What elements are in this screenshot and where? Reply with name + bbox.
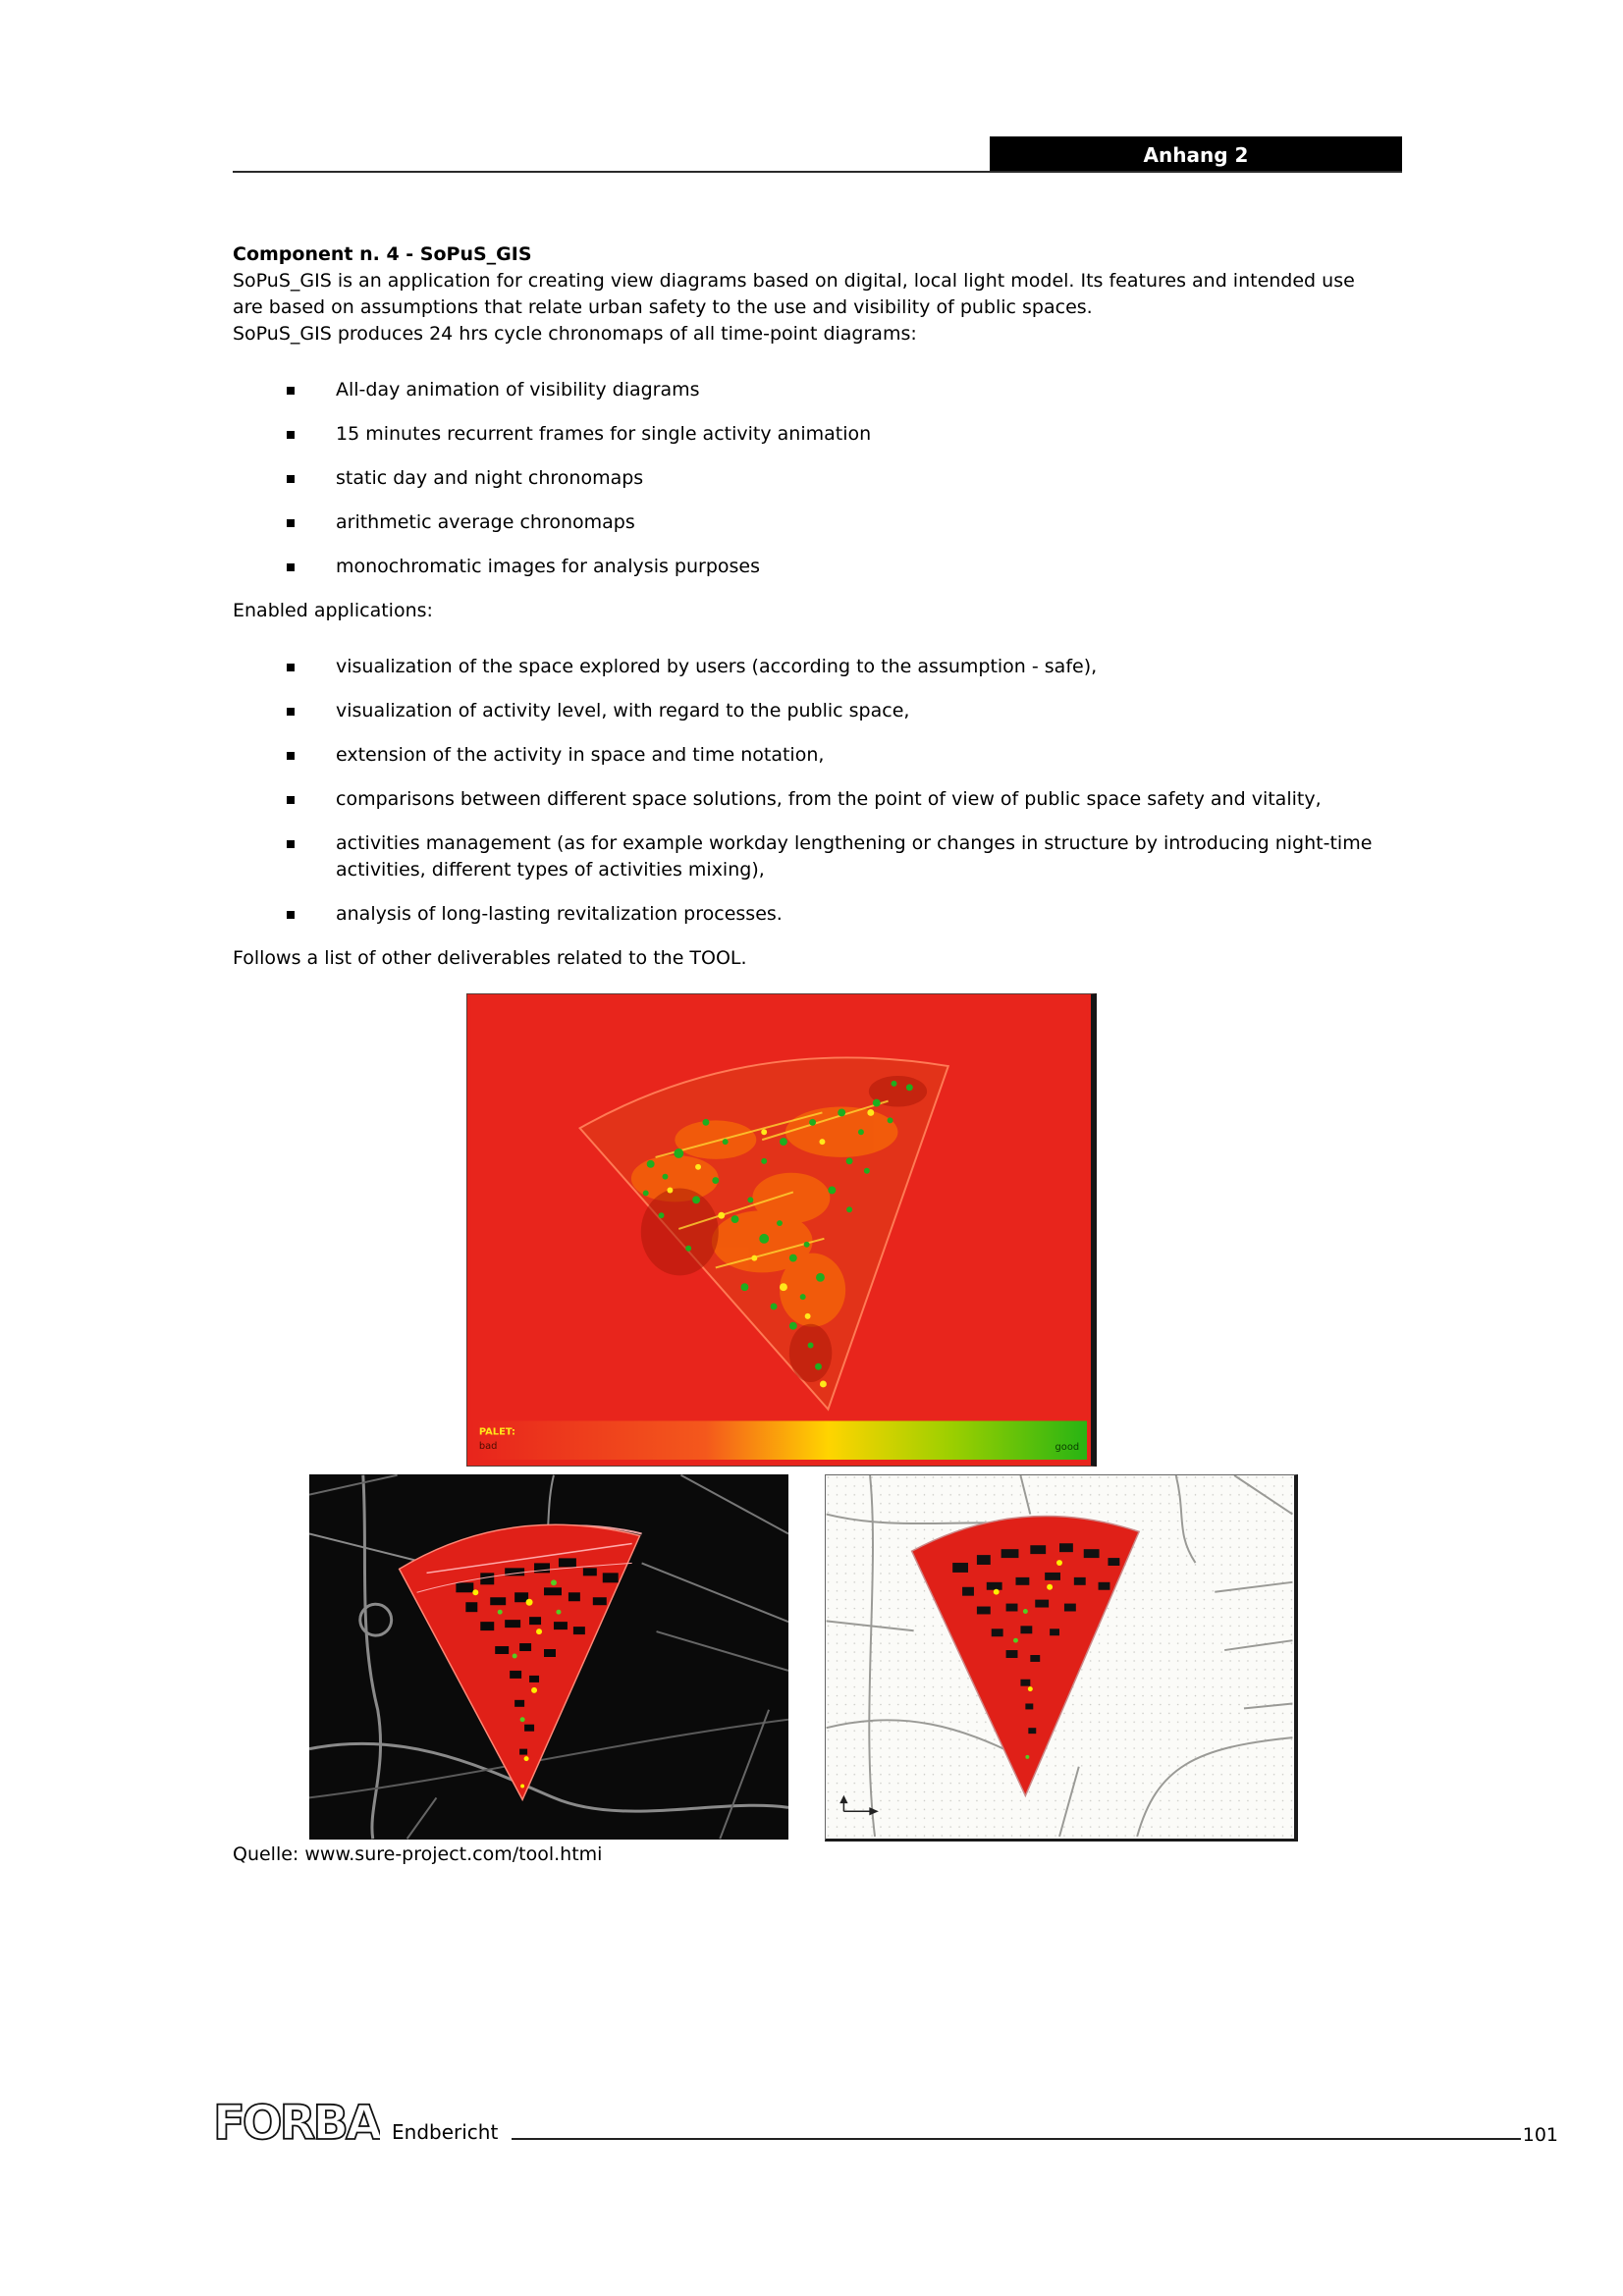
bullet-square-icon	[287, 796, 295, 804]
page-title: Component n. 4 - SoPuS_GIS	[233, 243, 532, 265]
bullet-square-icon	[287, 708, 295, 716]
figure-chronomap	[466, 993, 1097, 1467]
bullet-square-icon	[287, 664, 295, 671]
header-rule	[233, 171, 1402, 173]
forba-logo	[211, 2097, 380, 2150]
bullet-square-icon	[287, 475, 295, 483]
list-item-text: visualization of the space explored by users (according to the assumption - safe),	[336, 656, 1098, 677]
produces-paragraph: SoPuS_GIS produces 24 hrs cycle chronomaps of all time-point diagrams:	[233, 323, 917, 345]
figure-map-dark	[309, 1474, 788, 1840]
list-item	[287, 901, 1380, 928]
follows-paragraph: Follows a list of other deliverables related to the TOOL.	[233, 947, 747, 969]
bullet-square-icon	[287, 911, 295, 919]
figures-row	[309, 1474, 1380, 1842]
list-item-text: monochromatic images for analysis purposes	[336, 556, 761, 577]
source-line: Quelle: www.sure-project.com/tool.htmi	[233, 1843, 603, 1865]
list-item-text: extension of the activity in space and time notation,	[336, 744, 825, 766]
forba-logo-text: FORBA	[213, 2097, 380, 2150]
light-map-svg	[826, 1475, 1293, 1837]
footer-rule	[512, 2138, 1520, 2140]
page-footer	[211, 2097, 1558, 2150]
list-item	[287, 830, 1380, 883]
list-item	[287, 554, 1380, 580]
list-item-text: 15 minutes recurrent frames for single activity animation	[336, 423, 872, 445]
list-item-text: activities management (as for example workday lengthening or changes in structure by introducing night-time activities, different types of activities mixing),	[336, 832, 1373, 881]
palette-bad-label: bad	[478, 1441, 498, 1453]
bullet-square-icon	[287, 752, 295, 760]
footer-label: Endbericht	[392, 2120, 499, 2144]
bullet-square-icon	[287, 519, 295, 527]
chronomap-svg	[467, 994, 1091, 1460]
list-item	[287, 654, 1380, 680]
list-item-text: visualization of activity level, with regard to the public space,	[336, 700, 910, 721]
bullet-square-icon	[287, 387, 295, 395]
header-tag-label: Anhang 2	[1143, 142, 1249, 167]
list-item-text: static day and night chronomaps	[336, 467, 644, 489]
applications-list	[233, 654, 1380, 928]
bullet-square-icon	[287, 840, 295, 848]
list-item	[287, 698, 1380, 724]
list-item	[287, 421, 1380, 448]
palette-good-label: good	[1055, 1442, 1080, 1454]
list-item-text: All-day animation of visibility diagrams	[336, 379, 700, 400]
list-item	[287, 377, 1380, 403]
list-item-text: analysis of long-lasting revitalization processes.	[336, 903, 783, 925]
dark-map-svg	[309, 1474, 788, 1840]
header-section-tag	[990, 136, 1402, 173]
list-item	[287, 465, 1380, 492]
figure-map-light	[825, 1474, 1298, 1842]
enabled-applications-heading: Enabled applications:	[233, 600, 433, 621]
list-item-text: arithmetic average chronomaps	[336, 511, 635, 533]
list-item-text: comparisons between different space solutions, from the point of view of public space safety and vitality,	[336, 788, 1322, 810]
intro-paragraph: SoPuS_GIS is an application for creating view diagrams based on digital, local light model. Its features and intended use are based on assumptions that relate urban safety to the use and visibility of public spaces.	[233, 270, 1355, 318]
list-item	[287, 509, 1380, 536]
palette-gradient-bar	[471, 1421, 1087, 1461]
features-list	[233, 377, 1380, 580]
page-number: 101	[1522, 2124, 1558, 2146]
bullet-square-icon	[287, 563, 295, 571]
bullet-square-icon	[287, 431, 295, 439]
main-content	[233, 241, 1380, 1868]
list-item	[287, 742, 1380, 769]
list-item	[287, 786, 1380, 813]
palette-label: PALET:	[478, 1426, 515, 1438]
